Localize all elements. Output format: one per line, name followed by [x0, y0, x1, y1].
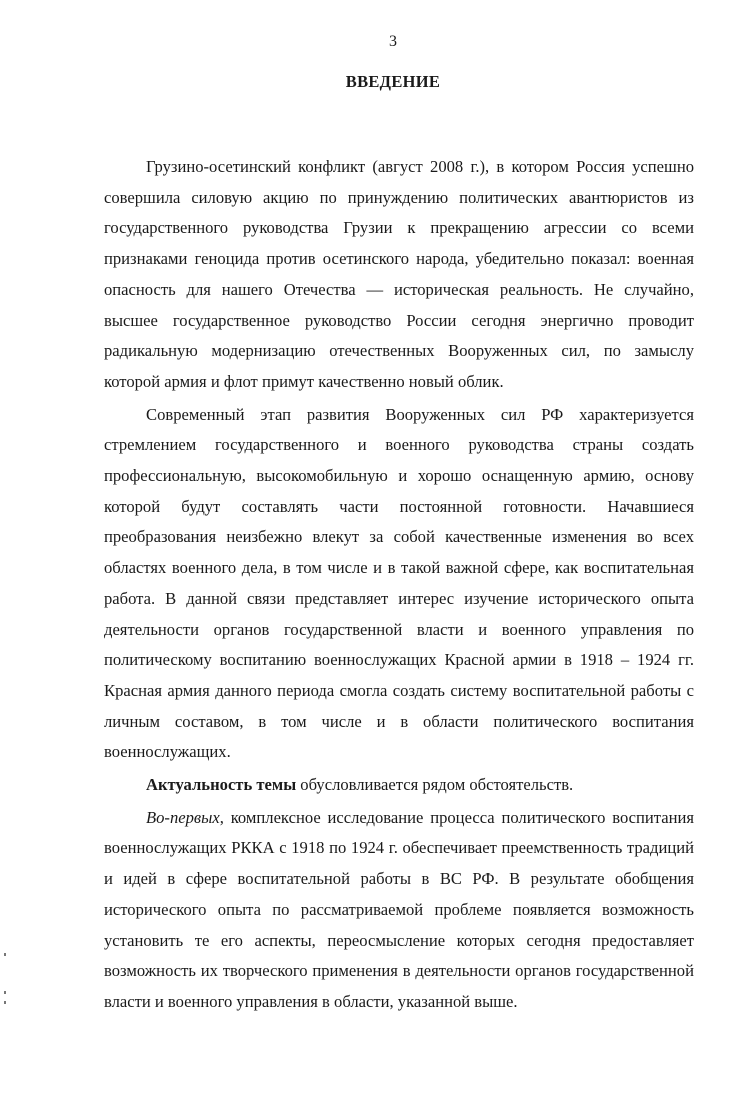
page-number: 3 [389, 33, 397, 50]
relevance-heading: Актуальность темы [146, 775, 297, 795]
scan-artifact [4, 991, 6, 994]
body-text [104, 152, 694, 1018]
relevance-text: обусловливается рядом обстоятельств. [296, 775, 574, 795]
paragraph-modern-stage: Современный этап развития Вооруженных сил РФ характеризуется стремлением государственного и военного руководства страны создать профессиональную, высокомобильную и хорошо оснащенную армию, основу которой будут составлять части постоянной готовности. Начавшиеся преобразования неизбежно влекут за собой качественные изменения во всех областях военного дела, в том числе и в такой важной сфере, как воспитательная работа. В данной связи представляет интерес изучение исторического опыта деятельности органов государственной власти и военного управления по политическому воспитанию военнослужащих Красной армии в 1918 – 1924 гг. Красная армия данного периода смогла создать систему воспитательной работы с личным составом, в том числе и в области политического воспитания военнослужащих. [104, 404, 694, 762]
paragraph-conflict: Грузино-осетинский конфликт (август 2008 г.), в котором Россия успешно совершила силовую акцию по принуждению политических авантюристов из государственного руководства Грузии к прекращению агрессии со всеми признаками геноцида против осетинского народа, убедительно показал: военная опасность для нашего Отечества — историческая реальность. Не случайно, высшее государственное руководство России сегодня энергично проводит радикальную модернизацию отечественных Вооруженных сил, по замыслу которой армия и флот примут качественно новый облик. [104, 157, 694, 391]
scan-artifact [4, 953, 6, 956]
first-point-lead: Во-первых [146, 807, 220, 827]
scan-artifact [4, 1001, 6, 1004]
paragraph-first-point [104, 803, 694, 1018]
page-title: ВВЕДЕНИЕ [345, 72, 441, 91]
paragraph-relevance [104, 770, 694, 801]
first-point-text: , комплексное исследование процесса политического воспитания военнослужащих РККА с 1918 по 1924 г. обеспечивает преемственность традиций и идей в сфере воспитательной работы в ВС РФ. В результате обобщения исторического опыта по рассматриваемой проблеме появляется возможность установить те его аспекты, переосмысление которых сегодня предоставляет возможность их творческого применения в деятельности органов государственной власти и военного управления в области, указанной выше. [104, 807, 694, 1011]
